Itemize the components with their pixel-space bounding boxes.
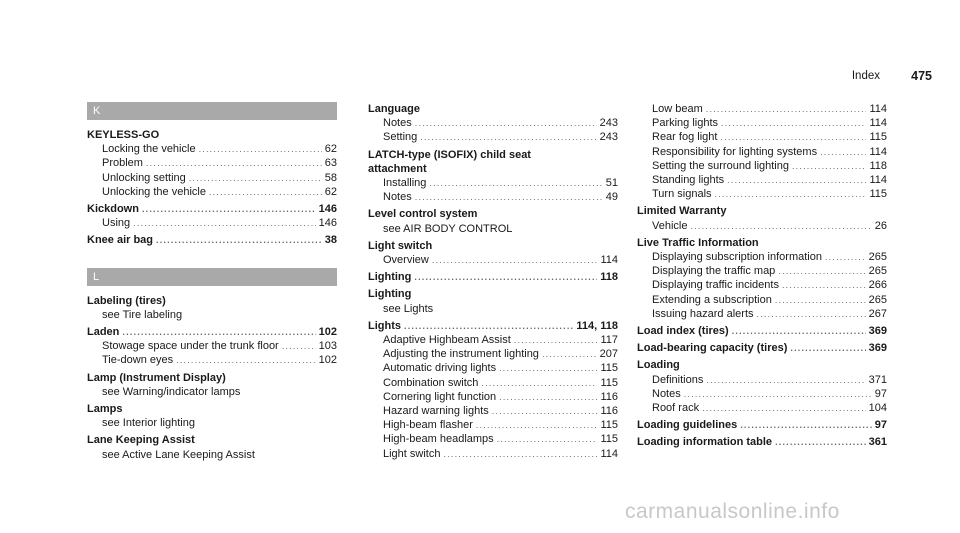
- dot-leader: [415, 116, 597, 130]
- page-ref: 265: [868, 265, 887, 278]
- page-ref: 115: [600, 419, 618, 432]
- index-subentry[interactable]: [368, 333, 618, 347]
- index-subentry[interactable]: [637, 264, 887, 278]
- subentry-title: Notes: [383, 191, 412, 204]
- dot-leader: [209, 185, 322, 199]
- dot-leader: [199, 142, 322, 156]
- page-ref: 114: [869, 174, 887, 187]
- entry-heading: Limited Warranty: [637, 205, 727, 218]
- dot-leader: [176, 353, 316, 367]
- subentry-title: Displaying subscription information: [652, 251, 822, 264]
- index-entry[interactable]: Knee air bag ..... 38: [87, 233, 337, 247]
- see-reference[interactable]: see AIR BODY CONTROL: [383, 222, 513, 235]
- index-entry[interactable]: Lighting ..... 118: [368, 270, 618, 284]
- entry-heading: Level control system: [368, 208, 478, 221]
- index-subentry[interactable]: [637, 373, 887, 387]
- page-ref: 266: [868, 279, 887, 292]
- index-entry[interactable]: Kickdown ..... 146: [87, 202, 337, 216]
- subentry-title: Adaptive Highbeam Assist: [383, 334, 511, 347]
- page-ref: 63: [324, 157, 337, 170]
- see-reference[interactable]: see Active Lane Keeping Assist: [102, 448, 255, 461]
- dot-leader: [778, 264, 865, 278]
- dot-leader: [706, 102, 867, 116]
- sub-entry-list: [637, 373, 887, 416]
- page-ref: 115: [869, 188, 887, 201]
- index-subentry[interactable]: [368, 447, 618, 461]
- index-subentry[interactable]: [637, 187, 887, 201]
- dot-leader: [497, 432, 598, 446]
- sub-entry-list: [87, 339, 337, 367]
- page-ref: 371: [868, 373, 887, 386]
- dot-leader: [499, 361, 597, 375]
- index-subentry[interactable]: [637, 307, 887, 321]
- page-ref: 265: [868, 293, 887, 306]
- dot-leader: [415, 190, 603, 204]
- index-column-1: [87, 102, 337, 462]
- index-subentry[interactable]: [87, 339, 337, 353]
- entry-heading: Lane Keeping Assist: [87, 434, 195, 447]
- page-ref: 115: [600, 362, 618, 375]
- index-subentry[interactable]: [637, 387, 887, 401]
- page-ref: 62: [324, 143, 337, 156]
- entry-heading: Lamps: [87, 403, 123, 416]
- subentry-title: Unlocking setting: [102, 171, 186, 184]
- see-reference[interactable]: see Interior lighting: [102, 417, 195, 430]
- dot-leader: [542, 347, 597, 361]
- page-ref: 116: [600, 390, 618, 403]
- dot-leader: [782, 278, 866, 292]
- dot-leader: [775, 293, 866, 307]
- subentry-title: Combination switch: [383, 376, 479, 389]
- dot-leader: [715, 187, 867, 201]
- page-ref: 115: [869, 131, 887, 144]
- page-ref: 114: [869, 117, 887, 130]
- page-ref: 207: [599, 348, 618, 361]
- entry-heading: Lamp (Instrument Display): [87, 371, 226, 384]
- index-subentry[interactable]: [368, 116, 618, 130]
- index-subentry[interactable]: [368, 253, 618, 267]
- index-entry[interactable]: Load index (tires) ..... 369: [637, 324, 887, 338]
- subentry-title: Tie-down eyes: [102, 354, 174, 367]
- dot-leader: [757, 307, 866, 321]
- entry-heading-cont: attachment: [368, 162, 427, 175]
- page-ref: 26: [874, 219, 887, 232]
- page-ref: 243: [599, 117, 618, 130]
- index-subentry[interactable]: [368, 347, 618, 361]
- subentry-title: Roof rack: [652, 402, 700, 415]
- subentry-title: Setting the surround lighting: [652, 159, 789, 172]
- entry-heading: Lighting: [368, 288, 412, 301]
- index-subentry[interactable]: [637, 250, 887, 264]
- see-reference[interactable]: see Warning/indicator lamps: [102, 385, 241, 398]
- index-subentry[interactable]: [368, 176, 618, 190]
- page-ref: 243: [599, 131, 618, 144]
- dot-leader: [492, 404, 598, 418]
- page-ref: 102: [318, 354, 337, 367]
- index-entry[interactable]: Loading guidelines ..... 97: [637, 418, 887, 432]
- entry-heading: Language: [368, 103, 420, 115]
- dot-leader: [702, 401, 866, 415]
- index-subentry[interactable]: [637, 159, 887, 173]
- dot-leader: [825, 250, 866, 264]
- sub-entry-list: [368, 333, 618, 461]
- page-ref: 104: [868, 402, 887, 415]
- see-reference[interactable]: see Tire labeling: [102, 308, 183, 321]
- index-subentry[interactable]: [368, 376, 618, 390]
- dot-leader: [282, 339, 316, 353]
- entry-heading: Light switch: [368, 239, 433, 252]
- dot-leader: [420, 130, 596, 144]
- sub-entry-list: [368, 116, 618, 144]
- dot-leader: [690, 219, 871, 233]
- subentry-title: Standing lights: [652, 174, 725, 187]
- dot-leader: [720, 130, 866, 144]
- page-ref: 265: [868, 251, 887, 264]
- dot-leader: [706, 373, 865, 387]
- page-ref: 115: [600, 376, 618, 389]
- index-subentry[interactable]: [368, 190, 618, 204]
- subentry-title: Light switch: [383, 447, 441, 460]
- subentry-title: Definitions: [652, 373, 704, 386]
- subentry-title: High-beam headlamps: [383, 433, 494, 446]
- page-ref: 114: [600, 447, 618, 460]
- index-entry[interactable]: Laden ..... 102: [87, 325, 337, 339]
- page-ref: 115: [600, 433, 618, 446]
- subentry-title: Locking the vehicle: [102, 143, 196, 156]
- sub-entry-list: [368, 176, 618, 204]
- dot-leader: [684, 387, 872, 401]
- dot-leader: [514, 333, 598, 347]
- sub-entry-list: [637, 219, 887, 233]
- index-subentry[interactable]: [87, 185, 337, 199]
- page-ref: 114: [869, 145, 887, 158]
- sub-entry-list: [368, 253, 618, 267]
- subentry-title: Parking lights: [652, 117, 719, 130]
- index-subentry[interactable]: [637, 145, 887, 159]
- entry-heading: Labeling (tires): [87, 294, 166, 307]
- subentry-title: Stowage space under the trunk floor: [102, 340, 279, 353]
- index-column-2: [368, 102, 618, 461]
- page-ref: 116: [600, 405, 618, 418]
- dot-leader: [792, 159, 866, 173]
- dot-leader: [189, 171, 322, 185]
- page-ref: 267: [868, 307, 887, 320]
- subentry-title: Displaying traffic incidents: [652, 279, 779, 292]
- sub-entry-list: [87, 142, 337, 199]
- sub-entry-list: [637, 250, 887, 321]
- dot-leader: [727, 173, 866, 187]
- index-subentry[interactable]: [368, 361, 618, 375]
- entry-heading: Live Traffic Information: [637, 236, 759, 249]
- dot-leader: [432, 253, 598, 267]
- subentry-title: Hazard warning lights: [383, 405, 489, 418]
- index-subentry[interactable]: [637, 116, 887, 130]
- dot-leader: [499, 390, 597, 404]
- entry-heading: KEYLESS-GO: [87, 129, 160, 141]
- entry-heading: LATCH-type (ISOFIX) child seat: [368, 148, 531, 161]
- index-subentry[interactable]: [637, 278, 887, 292]
- letter-bar-l: L: [87, 268, 337, 286]
- letter-bar-k: K: [87, 102, 337, 120]
- subentry-title: Setting: [383, 131, 418, 144]
- subentry-title: Adjusting the instrument lighting: [383, 348, 539, 361]
- section-title: Index: [851, 70, 880, 82]
- index-subentry[interactable]: [637, 219, 887, 233]
- index-subentry[interactable]: [637, 102, 887, 116]
- page-number: 475: [911, 69, 932, 83]
- index-subentry[interactable]: [87, 156, 337, 170]
- subentry-title: Problem: [102, 157, 143, 170]
- index-subentry[interactable]: [87, 171, 337, 185]
- page-ref: 103: [318, 340, 337, 353]
- index-subentry[interactable]: [637, 130, 887, 144]
- index-entry[interactable]: Load-bearing capacity (tires) ..... 369: [637, 341, 887, 355]
- sub-entry-list: [637, 102, 887, 201]
- page-ref: 62: [324, 185, 337, 198]
- index-entry[interactable]: Loading information table ..... 361: [637, 435, 887, 449]
- page-ref: 58: [324, 171, 337, 184]
- subentry-title: Overview: [383, 254, 429, 267]
- page-ref: 114: [869, 103, 887, 115]
- page-ref: 118: [869, 159, 887, 172]
- index-subentry[interactable]: [368, 418, 618, 432]
- dot-leader: [476, 418, 598, 432]
- page-ref: 51: [605, 177, 618, 190]
- dot-leader: [721, 116, 866, 130]
- subentry-title: Cornering light function: [383, 390, 497, 403]
- index-subentry[interactable]: [87, 353, 337, 367]
- see-reference[interactable]: see Lights: [383, 302, 434, 315]
- index-subentry[interactable]: [368, 130, 618, 144]
- page-ref: 117: [600, 334, 618, 347]
- subentry-title: Notes: [383, 117, 412, 130]
- subentry-title: Notes: [652, 387, 681, 400]
- index-entry[interactable]: Lights ..... 114, 118: [368, 319, 618, 333]
- index-subentry[interactable]: [368, 390, 618, 404]
- subentry-title: Automatic driving lights: [383, 362, 497, 375]
- index-subentry[interactable]: [637, 173, 887, 187]
- index-subentry[interactable]: [637, 293, 887, 307]
- subentry-title: Responsibility for lighting systems: [652, 145, 818, 158]
- dot-leader: [443, 447, 597, 461]
- subentry-title: Rear fog light: [652, 131, 718, 144]
- page-ref: 49: [605, 191, 618, 204]
- dot-leader: [429, 176, 602, 190]
- index-subentry[interactable]: [368, 432, 618, 446]
- subentry-title: High-beam flasher: [383, 419, 473, 432]
- index-column-3: [637, 102, 887, 450]
- subentry-title: Displaying the traffic map: [652, 265, 776, 278]
- index-subentry[interactable]: [368, 404, 618, 418]
- subentry-title: Low beam: [652, 103, 703, 115]
- index-subentry[interactable]: Using ..... 146: [87, 216, 337, 230]
- subentry-title: Issuing hazard alerts: [652, 307, 754, 320]
- subentry-title: Extending a subscription: [652, 293, 772, 306]
- index-subentry[interactable]: [637, 401, 887, 415]
- dot-leader: [481, 376, 597, 390]
- entry-heading: Loading: [637, 359, 680, 372]
- page-ref: 97: [874, 387, 887, 400]
- subentry-title: Vehicle: [652, 219, 688, 232]
- subentry-title: Installing: [383, 177, 427, 190]
- dot-leader: [820, 145, 866, 159]
- watermark: carmanualsonline.info: [625, 500, 840, 523]
- subentry-title: Unlocking the vehicle: [102, 185, 206, 198]
- page-ref: 114: [600, 254, 618, 267]
- dot-leader: [146, 156, 322, 170]
- subentry-title: Turn signals: [652, 188, 712, 201]
- index-subentry[interactable]: [87, 142, 337, 156]
